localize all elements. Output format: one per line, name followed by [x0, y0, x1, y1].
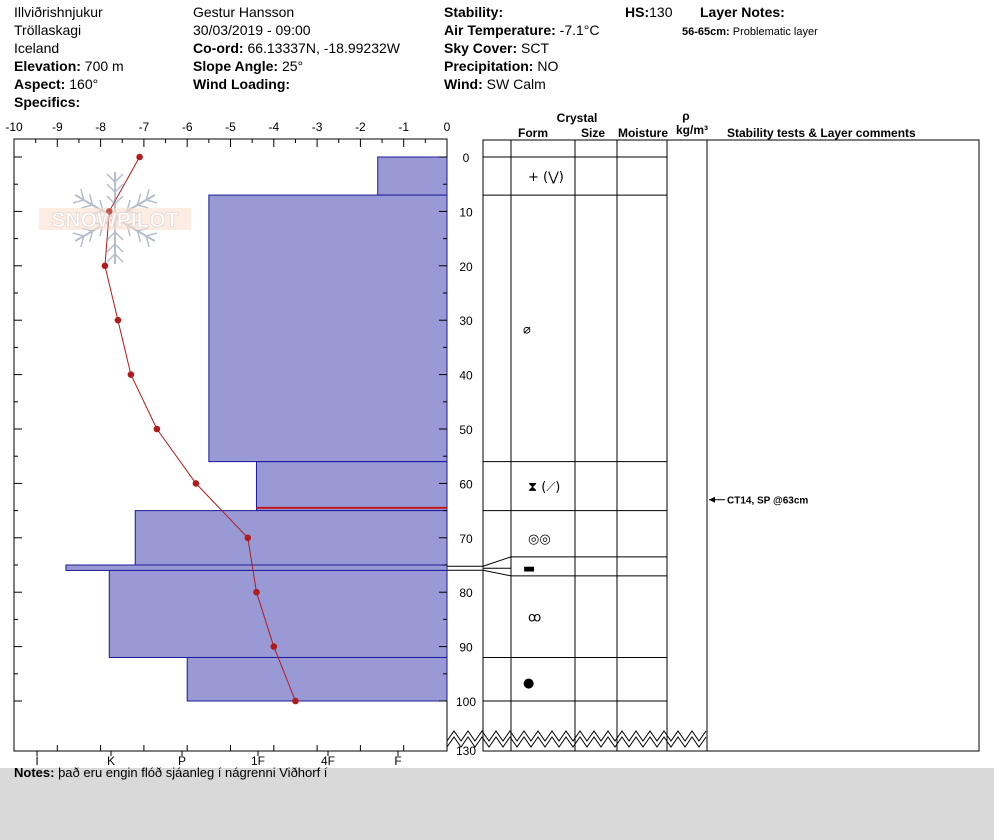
- wind-label: Wind:: [444, 76, 483, 92]
- hardness-tick-label: K: [106, 754, 116, 768]
- crystal-form-symbol: ●: [523, 675, 535, 691]
- crystal-form-symbol: ▬: [523, 561, 536, 577]
- crystal-form-symbol: ⌀: [523, 322, 531, 338]
- layer-note-text: Problematic layer: [732, 26, 818, 38]
- snowflake-branch: [115, 254, 123, 262]
- specifics-label: Specifics:: [14, 94, 81, 110]
- hardness-bar: [378, 157, 447, 195]
- snowflake-branch: [115, 196, 123, 204]
- temperature-point: [253, 589, 260, 596]
- temperature-point: [245, 535, 252, 542]
- hs-label: HS:: [625, 4, 650, 20]
- observer-name: Gestur Hansson: [193, 4, 295, 20]
- elevation-value: 700 m: [84, 58, 124, 74]
- sky-value: SCT: [521, 40, 550, 56]
- elevation-label: Elevation:: [14, 58, 81, 74]
- snowflake-branch: [107, 244, 115, 252]
- temp-tick-label: -2: [355, 120, 366, 134]
- snowflake-branch: [107, 174, 115, 182]
- crystal-form-symbol: ◎◎: [528, 531, 551, 547]
- snowflake-branch: [107, 196, 115, 204]
- stability-label: Stability:: [444, 4, 504, 20]
- depth-tick-label: 60: [459, 477, 473, 492]
- moisture-header: Moisture: [617, 126, 669, 140]
- thin-layer-connector: [483, 570, 511, 576]
- snowflake-branch: [107, 232, 115, 240]
- depth-tick-label: 20: [459, 259, 473, 274]
- depth-tick-label: 0: [462, 151, 470, 165]
- layer-notes-label: Layer Notes:: [700, 4, 785, 20]
- temp-tick-label: -3: [311, 120, 323, 134]
- form-header: Form: [518, 126, 548, 140]
- temp-tick-label: -7: [138, 120, 150, 134]
- snowflake-branch: [115, 244, 123, 252]
- notes-text: það eru engin flóð sjáanleg í nágrenni Viðhorf í: [58, 765, 328, 780]
- depth-tick-label: 50: [459, 423, 473, 437]
- location-name: Illviðrishnjukur: [14, 4, 103, 20]
- hardness-tick-label: 4F: [320, 754, 336, 768]
- temperature-point: [154, 426, 161, 433]
- slope-label: Slope Angle:: [193, 58, 279, 74]
- thin-layer-connector: [483, 557, 511, 566]
- temp-tick-label: -8: [95, 120, 106, 134]
- depth-tick-label: 100: [455, 695, 477, 709]
- rho-header: ρ: [682, 109, 690, 123]
- snowflake-branch: [107, 184, 115, 192]
- hardness-bar: [66, 565, 447, 570]
- snowflake-branch: [107, 254, 115, 262]
- temperature-point: [115, 317, 122, 324]
- temperature-point: [128, 371, 135, 378]
- air-temp-label: Air Temperature:: [444, 22, 556, 38]
- precip-value: NO: [537, 58, 559, 74]
- aspect-label: Aspect:: [14, 76, 66, 92]
- temp-tick-label: 0: [443, 120, 451, 134]
- stability-test-text: CT14, SP @63cm: [727, 495, 809, 507]
- size-header: Size: [580, 126, 606, 140]
- hs-value: 130: [649, 4, 673, 20]
- aspect-value: 160°: [69, 76, 99, 92]
- temperature-point: [292, 698, 299, 705]
- layer-note-range: 56-65cm:: [682, 26, 730, 38]
- depth-tick-label: 70: [459, 531, 473, 546]
- crystal-form-symbol: ⧗ (⟋): [528, 480, 561, 496]
- depth-tick-label: 30: [459, 314, 473, 329]
- snowpilot-logo: [39, 172, 191, 264]
- country-name: Iceland: [14, 40, 60, 56]
- hardness-bar: [135, 511, 447, 565]
- temp-tick-label: -9: [51, 120, 63, 134]
- wind-value: SW Calm: [486, 76, 546, 92]
- depth-break-label: 130: [455, 744, 477, 758]
- coord-value: 66.13337N, -18.99232W: [247, 40, 400, 56]
- hardness-bar: [209, 195, 447, 462]
- temp-tick-label: -4: [268, 120, 280, 134]
- hardness-bar: [187, 657, 447, 701]
- temp-tick-label: -6: [181, 120, 193, 134]
- precip-label: Precipitation:: [444, 58, 534, 74]
- crystal-form-symbol: + (⋁): [528, 170, 564, 186]
- depth-tick-label: 90: [459, 640, 473, 655]
- region-name: Tröllaskagi: [14, 22, 82, 38]
- temperature-point: [271, 643, 278, 650]
- slope-value: 25°: [281, 58, 304, 74]
- temperature-point: [193, 480, 200, 487]
- depth-tick-label: 80: [459, 586, 473, 601]
- stability-arrowhead: [709, 497, 715, 503]
- density-unit-header: kg/m³: [675, 123, 709, 137]
- stability-comments-header: Stability tests & Layer comments: [727, 126, 916, 140]
- observation-datetime: 30/03/2019 - 09:00: [193, 22, 311, 38]
- coord-label: Co-ord:: [193, 40, 244, 56]
- layer-grid-frame: [483, 140, 979, 751]
- notes-label: Notes:: [14, 765, 55, 780]
- wind-loading-label: Wind Loading:: [193, 76, 291, 92]
- hardness-bar: [256, 462, 447, 511]
- hardness-tick-label: P: [177, 754, 187, 768]
- hardness-tick-label: I: [35, 754, 39, 768]
- temp-tick-label: -1: [398, 120, 410, 134]
- hardness-tick-label: F: [394, 754, 402, 768]
- air-temp-value: -7.1°C: [559, 22, 600, 38]
- temp-tick-label: -5: [225, 120, 236, 134]
- depth-tick-label: 40: [459, 368, 473, 383]
- logo-text: SNOWPILOT: [51, 209, 179, 232]
- hardness-bar: [109, 570, 447, 657]
- notes-row: [14, 765, 327, 780]
- sky-label: Sky Cover:: [444, 40, 518, 56]
- snowflake-branch: [115, 232, 123, 240]
- temperature-point: [102, 263, 109, 270]
- crystal-form-symbol: ꝏ: [528, 610, 542, 626]
- temp-tick-label: -10: [5, 120, 23, 134]
- depth-tick-label: 10: [459, 205, 473, 220]
- snowflake-branch: [115, 174, 123, 182]
- crystal-header: Crystal: [556, 111, 598, 125]
- hardness-tick-label: 1F: [250, 754, 266, 768]
- temperature-point: [136, 154, 143, 161]
